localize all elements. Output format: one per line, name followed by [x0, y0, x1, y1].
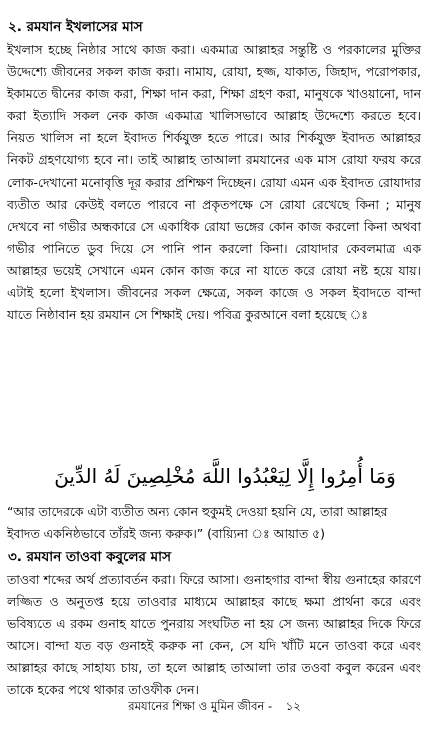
- arabic-verse: وَمَا أُمِرُوا إِلَّا لِيَعْبُدُوا اللَّهَ مُخْلِصِينَ لَهُ الدِّينَ: [54, 464, 396, 488]
- section-heading-tawba: ৩. রমযান তাওবা কবুলের মাস: [8, 549, 171, 565]
- section-heading-ikhlas: ২. রমযান ইখলাসের মাস: [8, 19, 143, 35]
- paragraph-ikhlas: ইখলাস হচ্ছে নিষ্ঠার সাথে কাজ করা। একমাত্র আল্লাহর সন্তুষ্টি ও পরকালের মুক্তির উদ্দেশ্যে জীবনের সকল কাজ করা। নামায, রোযা, হজ্জ, যাকাত, জিহাদ, পরোপকার, ইকামতে দ্বীনের কাজ করা, শিক্ষা দান করা, শিক্ষা গ্রহণ করা, মানুষকে খাওয়ানো, দান করা ইত্যাদি সকল নেক কাজ একমাত্র খালিসভাবে আল্লাহ উদ্দেশ্যে করতে হবে। নিয়ত খালিস না হলে ইবাদত শির্কযুক্ত হতে পারে। আর শির্কযুক্ত ইবাদত আল্লাহর নিকট গ্রহণযোগ্য হবে না। তাই আল্লাহ তাআলা রমযানের এক মাস রোযা ফরয করে লোক-দেখানো মনোবৃত্তি দূর করার প্রশিক্ষণ দিচ্ছেন। রোযা এমন এক ইবাদত রোযাদার ব্যতীত আর কেউই বলতে পারবে না প্রকৃতপক্ষে সে রোযা রেখেছে কিনা ; মানুষ দেখবে না গভীর অন্ধকারে সে একাধিক রোযা ভঙ্গের কোন কাজ করলো কিনা অথবা গভীর পানিতে ডুব দিয়ে সে পানি পান করলো কিনা। রোযাদার কেবলমাত্র এক আল্লাহর ভয়েই সেখানে এমন কোন কাজ করে না যাতে করে রোযা নষ্ট হয়ে যায়। এটাই হলো ইখলাস। জীবনের সকল ক্ষেত্রে, সকল কাজে ও সকল ইবাদতে বান্দা যাতে নিষ্ঠাবান হয় রমযান সে শিক্ষাই দেয়। পবিত্র কুরআনে বলা হয়েছে ঃ: [7, 42, 421, 323]
- page-footer: [0, 698, 429, 714]
- paragraph-tawba: তাওবা শব্দের অর্থ প্রত্যাবর্তন করা। ফিরে আসা। গুনাহগার বান্দা স্বীয় গুনাহের কারণে লজ্জিত ও অনুতপ্ত হয়ে তাওবার মাধ্যমে আল্লাহর কাছে ক্ষমা প্রার্থনা করে এবং ভবিষ্যতে এ রকম গুনাহ যাতে পুনরায় সংঘটিত না হয় সে জন্য আল্লাহর দিকে ফিরে আসে। বান্দা যত বড় গুনাহই করুক না কেন, সে যদি খাঁটি মনে তাওবা করে এবং আল্লাহর কাছে সাহায্য চায়, তা হলে আল্লাহ তাআলা তার তওবা কবুল করেন এবং তাকে হকের পথে থাকার তাওফীক দেন।: [7, 572, 421, 698]
- footer-book-title: রমযানের শিক্ষা ও মুমিন জীবন -: [128, 699, 273, 713]
- verse-translation-quote: “আর তাদেরকে এটা ব্যতীত অন্য কোন হুকুমই দেওয়া হয়নি যে, তারা আল্লাহর ইবাদত একনিষ্ঠভাবে তাঁরই জন্য করুক।” (বায়্যিনা ঃ আয়াত ৫): [7, 504, 388, 542]
- page-number: ১২: [285, 699, 301, 713]
